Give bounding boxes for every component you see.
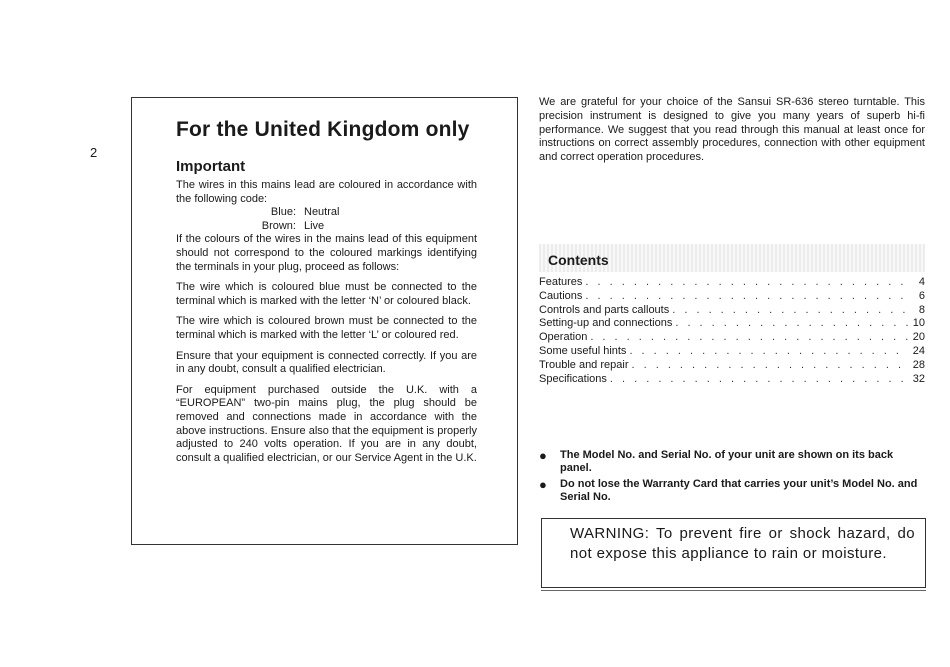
uk-paragraph: Ensure that your equipment is connected correctly. If you are in any doubt, consult a qualified electrician. [176,349,477,376]
uk-paragraph: The wire which is coloured blue must be connected to the terminal which is marked with the letter ‘N’ or coloured black. [176,281,477,307]
bullet-icon: ● [539,448,547,463]
contents-title: Contents [548,252,609,268]
toc-label: Cautions [539,289,583,302]
uk-paragraph: For equipment purchased outside the U.K. with a “EUROPEAN” two-pin mains plug, the plug should be removed and connections made in accordance with the above instructions. Ensure also that the equipment is properly adjusted to 240 volts operation. If you are in any doubt, consult a qualified electrician, or our Service Agent in the U.K. [176,383,477,464]
uk-paragraph: The wire which is coloured brown must be connected to the terminal which is marked with the letter ‘L’ or coloured red. [176,315,477,341]
toc-page: 8 [918,303,925,316]
toc-leader [585,290,908,304]
toc-label: Controls and parts callouts [539,303,670,316]
table-of-contents [539,276,925,386]
toc-leader [585,276,908,290]
wire-code-row [176,206,477,220]
wire-code-intro: The wires in this mains lead are coloured in accordance with the following code: [176,179,477,205]
toc-leader [672,304,908,318]
note-text: Do not lose the Warranty Card that carries your unit’s Model No. and Serial No. [560,477,918,504]
toc-label: Setting-up and connections [539,317,673,330]
toc-entry [539,331,925,345]
wire-colour: Brown: [261,219,296,232]
toc-leader [590,331,908,345]
uk-paragraph: If the colours of the wires in the mains lead of this equipment should not correspond to the coloured markings identifying the terminals in your plug, proceed as follows: [176,233,477,273]
toc-entry [539,373,925,387]
uk-notice-body [176,179,477,465]
toc-page: 20 [912,331,925,344]
toc-page: 6 [918,289,925,302]
important-heading: Important [176,158,246,175]
toc-label: Trouble and repair [539,358,629,371]
note-text: The Model No. and Serial No. of your unit are shown on its back panel. [560,449,894,475]
page-number: 2 [90,145,98,160]
toc-leader [610,373,908,387]
toc-page: 32 [912,372,925,385]
bullet-icon: ● [539,476,547,492]
toc-entry [539,304,925,318]
toc-label: Specifications [539,372,607,385]
toc-label: Some useful hints [539,344,627,357]
intro-paragraph: We are grateful for your choice of the Sansui SR-636 stereo turntable. This precision instrument is designed to give you many years of superb hi-fi performance. We suggest that you read through this manual at least once for instructions on correct assembly procedures, connection with other equipment and correct operation procedures. [539,96,925,164]
uk-notice-box [131,97,518,545]
toc-page: 4 [918,276,925,288]
toc-label: Operation [539,331,588,344]
note-item [539,449,927,476]
toc-entry [539,290,925,304]
uk-notice-title: For the United Kingdom only [176,118,470,141]
toc-leader [629,345,908,359]
toc-label: Features [539,276,583,288]
toc-leader [675,317,908,331]
toc-page: 10 [912,317,925,330]
toc-leader [631,359,908,373]
wire-function: Live [304,219,325,232]
warning-box: WARNING: To prevent fire or shock hazard, do not expose this appliance to rain or moisture. [541,518,926,588]
toc-entry [539,345,925,359]
notes-list [539,449,927,507]
toc-page: 28 [912,358,925,371]
note-item [539,478,927,505]
divider [541,590,926,591]
wire-colour: Blue: [270,206,296,219]
wire-function: Neutral [304,206,340,219]
wire-code-row [176,220,477,234]
toc-entry [539,317,925,331]
toc-page: 24 [912,344,925,357]
toc-entry [539,359,925,373]
toc-entry [539,276,925,290]
